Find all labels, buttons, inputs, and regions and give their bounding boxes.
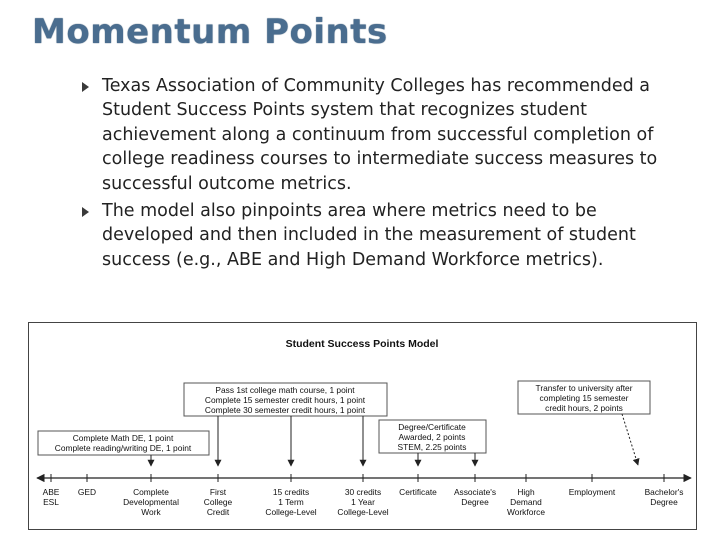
bullet-arrow-icon (82, 82, 89, 92)
bullet-item (82, 74, 662, 196)
box-line: Degree/Certificate (398, 422, 466, 432)
transfer-box (518, 381, 650, 414)
milestone-label: 1 Term (278, 497, 304, 507)
milestone-label: College-Level (337, 507, 389, 517)
box-line: Complete Math DE, 1 point (72, 433, 174, 443)
diagram-canvas (29, 323, 696, 529)
dotted-connector-arrow (622, 414, 638, 465)
box-line: STEM, 2.25 points (397, 442, 467, 452)
milestone-label: Complete (133, 487, 169, 497)
bullet-list (82, 74, 662, 275)
milestone-label: Developmental (123, 497, 179, 507)
diagram-title: Student Success Points Model (285, 338, 439, 350)
milestone-label: Employment (568, 487, 616, 497)
milestone-label: Workforce (506, 507, 546, 517)
milestone-label: ABE (42, 487, 60, 497)
milestone-label: GED (77, 487, 97, 497)
box-line: Pass 1st college math course, 1 point (215, 385, 355, 395)
box-line: credit hours, 2 points (545, 403, 623, 413)
milestone-label: 30 credits (344, 487, 382, 497)
milestone-labels (43, 474, 684, 517)
milestone-label: Associate's (453, 487, 497, 497)
milestone-label: Degree (650, 497, 678, 507)
box-line: Complete reading/writing DE, 1 point (54, 443, 192, 453)
box-line: completing 15 semester (539, 393, 629, 403)
box-line: Transfer to university after (535, 383, 633, 393)
bullet-text: The model also pinpoints area where metrics need to be developed and then included in the measurement of student success (e.g., ABE and High Demand Workforce metrics). (102, 201, 636, 270)
milestone-label: First (209, 487, 227, 497)
milestone-label: Degree (461, 497, 489, 507)
milestone-label: College-Level (265, 507, 317, 517)
dev-ed-box (38, 431, 209, 455)
box-line: Awarded, 2 points (398, 432, 466, 442)
milestone-label: Certificate (399, 487, 437, 497)
bullet-text: Texas Association of Community Colleges has recommended a Student Success Points system that recognizes student achievement along a continuum from successful completion of college readiness courses to intermediate success measures to successful outcome metrics. (102, 76, 658, 194)
milestone-label: College (203, 497, 233, 507)
milestone-label: Bachelor's (644, 487, 684, 497)
milestone-label: Work (141, 507, 161, 517)
milestone-label: 15 credits (272, 487, 310, 497)
milestone-label: Demand (510, 497, 542, 507)
degree-box (379, 420, 486, 453)
box-line: Complete 30 semester credit hours, 1 point (204, 405, 366, 415)
page-title: Momentum Points (32, 12, 388, 52)
milestone-label: Credit (206, 507, 230, 517)
box-line: Complete 15 semester credit hours, 1 point (204, 395, 366, 405)
milestone-label: ESL (43, 497, 59, 507)
milestone-label: 1 Year (351, 497, 375, 507)
milestone-label: High (517, 487, 535, 497)
bullet-arrow-icon (82, 207, 89, 217)
math-credits-box (184, 383, 387, 416)
bullet-item (82, 199, 662, 272)
success-points-diagram (28, 322, 697, 530)
